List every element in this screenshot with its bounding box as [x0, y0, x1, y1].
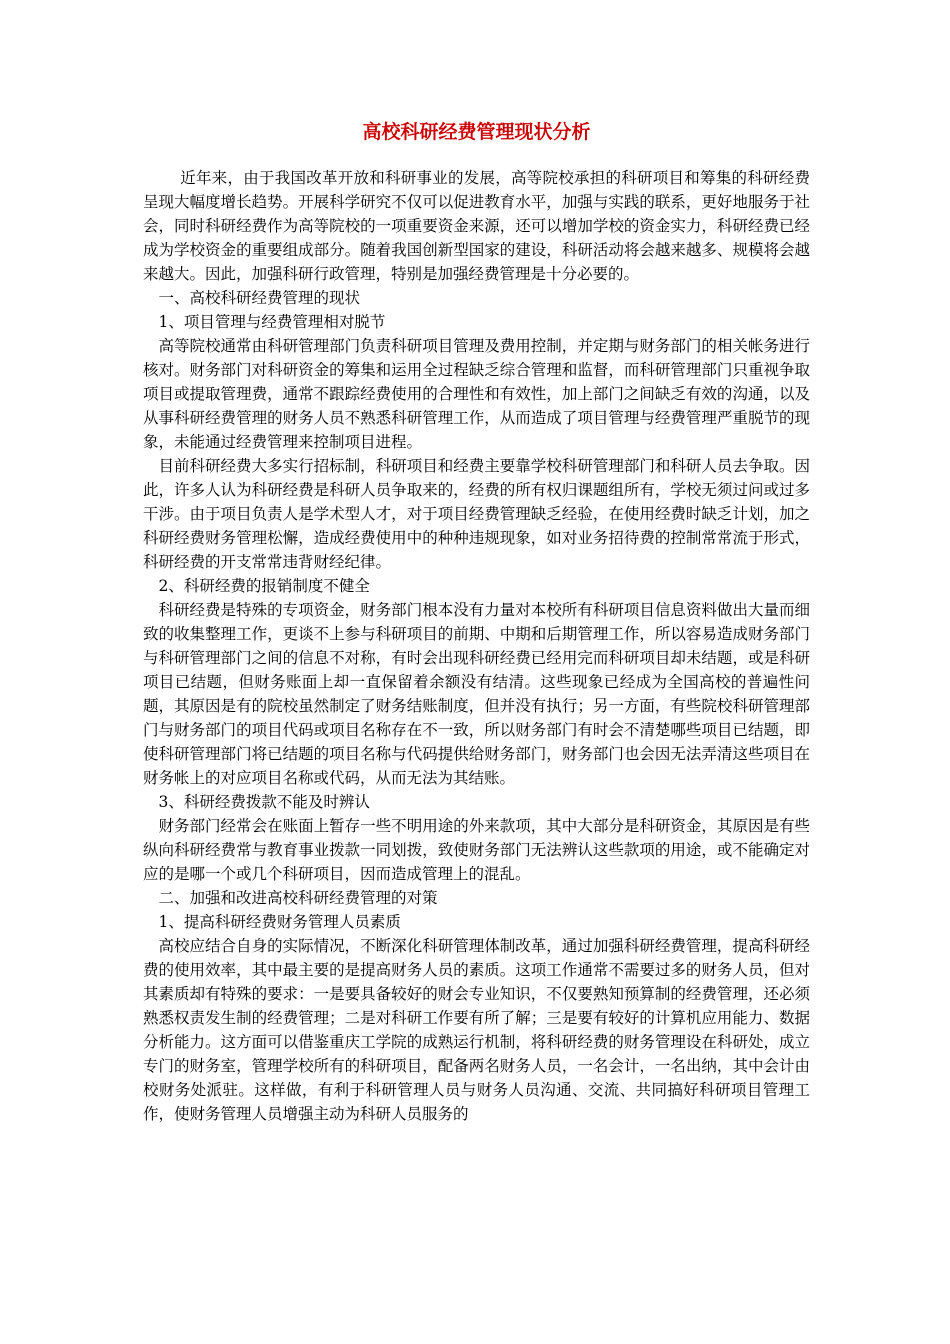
paragraph: 财务部门经常会在账面上暂存一些不明用途的外来款项，其中大部分是科研资金，其原因是有些纵向科研经费常与教育事业拨款一同划拨，致使财务部门无法辨认这些款项的用途，或不能确定对应的是哪一个或几个科研项目，因而造成管理上的混乱。 [143, 817, 810, 883]
paragraph: 目前科研经费大多实行招标制，科研项目和经费主要靠学校科研管理部门和科研人员去争取。因此，许多人认为科研经费是科研人员争取来的，经费的所有权归课题组所有，学校无须过问或过多干涉。由于项目负责人是学术型人才，对于项目经费管理缺乏经验，在使用经费时缺乏计划，加之科研经费财务管理松懈，造成经费使用中的种种违规现象，如对业务招待费的控制常常流于形式，科研经费的开支常常违背财经纪律。 [143, 457, 810, 571]
paragraph: 高校应结合自身的实际情况，不断深化科研管理体制改革，通过加强科研经费管理，提高科研经费的使用效率，其中最主要的是提高财务人员的素质。这项工作通常不需要过多的财务人员，但对其素质却有特殊的要求：一是要具备较好的财会专业知识，不仅要熟知预算制的经费管理，还必须熟悉权责发生制的经费管理；二是对科研工作要有所了解；三是要有较好的计算机应用能力、数据分析能力。这方面可以借鉴重庆工学院的成熟运行机制，将科研经费的财务管理设在科研处，成立专门的财务室，管理学校所有的科研项目，配备两名财务人员，一名会计，一名出纳，其中会计由校财务处派驻。这样做，有利于科研管理人员与财务人员沟通、交流、共同搞好科研项目管理工作，使财务管理人员增强主动为科研人员服务的 [143, 937, 810, 1123]
subsection-heading: 1、项目管理与经费管理相对脱节 [158, 313, 386, 331]
paragraph: 科研经费是特殊的专项资金，财务部门根本没有力量对本校所有科研项目信息资料做出大量而细致的收集整理工作，更谈不上参与科研项目的前期、中期和后期管理工作，所以容易造成财务部门与科研管理部门之间的信息不对称，有时会出现科研经费已经用完而科研项目却未结题，或是科研项目已结题，但财务账面上却一直保留着余额没有结清。这些现象已经成为全国高校的普遍性问题，其原因是有的院校虽然制定了财务结账制度，但并没有执行；另一方面，有些院校科研管理部门与财务部门的项目代码或项目名称存在不一致，所以财务部门有时会不清楚哪些项目已结题，即使科研管理部门将已结题的项目名称与代码提供给财务部门，财务部门也会因无法弄清这些项目在财务帐上的对应项目名称或代码，从而无法为其结账。 [143, 601, 810, 787]
paragraph: 高等院校通常由科研管理部门负责科研项目管理及费用控制，并定期与财务部门的相关帐务进行核对。财务部门对科研资金的筹集和运用全过程缺乏综合管理和监督，而科研管理部门只重视争取项目或提取管理费，通常不跟踪经费使用的合理性和有效性，加上部门之间缺乏有效的沟通，以及从事科研经费管理的财务人员不熟悉科研管理工作，从而造成了项目管理与经费管理严重脱节的现象，未能通过经费管理来控制项目进程。 [143, 337, 810, 451]
section-heading: 一、高校科研经费管理的现状 [158, 289, 361, 307]
subsection-heading: 3、科研经费拨款不能及时辨认 [158, 793, 370, 811]
document-title: 高校科研经费管理现状分析 [362, 121, 591, 143]
document-page [143, 118, 810, 1126]
subsection-heading: 1、提高科研经费财务管理人员素质 [158, 913, 401, 931]
section-heading: 二、加强和改进高校科研经费管理的对策 [158, 889, 438, 907]
paragraph: 近年来，由于我国改革开放和科研事业的发展，高等院校承担的科研项目和筹集的科研经费呈现大幅度增长趋势。开展科学研究不仅可以促进教育水平，加强与实践的联系，更好地服务于社会，同时科研经费作为高等院校的一项重要资金来源，还可以增加学校的资金实力，科研经费已经成为学校资金的重要组成部分。随着我国创新型国家的建设，科研活动将会越来越多、规模将会越来越大。因此，加强科研行政管理，特别是加强经费管理是十分必要的。 [143, 169, 810, 283]
subsection-heading: 2、科研经费的报销制度不健全 [158, 577, 370, 595]
document-body [143, 166, 810, 1126]
